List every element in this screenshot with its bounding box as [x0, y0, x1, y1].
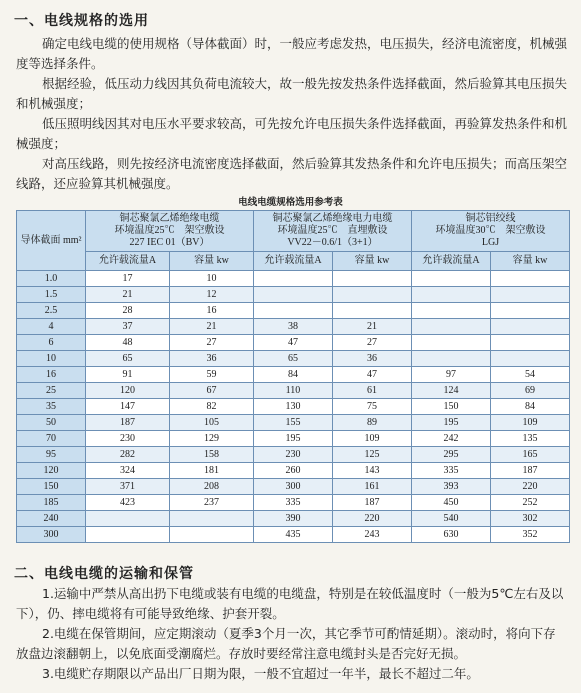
section1-paragraph-1: 确定电线电缆的使用规格（导体截面）时，一般应考虑发热，电压损失，经济电流密度，机械强度等选择条件。 — [16, 36, 568, 71]
table-row — [17, 399, 570, 415]
table-cell: 260 — [254, 463, 333, 479]
table-cell: 105 — [170, 415, 254, 431]
table-cell: 295 — [412, 447, 491, 463]
table-cell: 38 — [254, 319, 333, 335]
table-row — [17, 335, 570, 351]
table-cell: 21 — [86, 287, 170, 303]
table-cell — [254, 303, 333, 319]
table-cell: 243 — [333, 527, 412, 543]
cell-section: 300 — [17, 527, 86, 543]
table-cell: 208 — [170, 479, 254, 495]
table-row — [17, 415, 570, 431]
section2-heading: 二、电线电缆的运输和保管 — [14, 566, 194, 582]
table-row — [17, 287, 570, 303]
cell-section: 1.5 — [17, 287, 86, 303]
table-cell: 300 — [254, 479, 333, 495]
cell-section: 50 — [17, 415, 86, 431]
table-cell: 48 — [86, 335, 170, 351]
table-cell: 195 — [412, 415, 491, 431]
table-cell: 67 — [170, 383, 254, 399]
header-group-bv: 铜芯聚氯乙烯绝缘电缆 环境温度25℃ 架空敷设 227 IEC 01（BV） — [86, 211, 254, 252]
table-cell: 37 — [86, 319, 170, 335]
table-cell: 47 — [333, 367, 412, 383]
subheader-capacity: 容量 kw — [491, 252, 570, 271]
table-cell: 335 — [254, 495, 333, 511]
table-row — [17, 367, 570, 383]
table-row — [17, 319, 570, 335]
subheader-current: 允许载流量A — [412, 252, 491, 271]
table-cell: 242 — [412, 431, 491, 447]
table-cell: 75 — [333, 399, 412, 415]
table-row — [17, 495, 570, 511]
table-cell: 540 — [412, 511, 491, 527]
table-cell: 110 — [254, 383, 333, 399]
cell-section: 6 — [17, 335, 86, 351]
table-cell: 252 — [491, 495, 570, 511]
table-cell: 27 — [333, 335, 412, 351]
table-cell: 91 — [86, 367, 170, 383]
table-cell: 21 — [170, 319, 254, 335]
table-cell: 390 — [254, 511, 333, 527]
table-cell: 54 — [491, 367, 570, 383]
table-row — [17, 383, 570, 399]
table-cell: 630 — [412, 527, 491, 543]
table-cell — [491, 351, 570, 367]
section2-paragraph-2: 2.电缆在保管期间，应定期滚动（夏季3个月一次，其它季节可酌情延期）。滚动时，将向下存放盘边滚翻朝上，以免底面受潮腐烂。存放时要经常注意电缆封头是否完好无损。 — [16, 626, 556, 661]
table-cell: 89 — [333, 415, 412, 431]
table-cell: 84 — [491, 399, 570, 415]
cell-section: 120 — [17, 463, 86, 479]
table-cell: 21 — [333, 319, 412, 335]
cell-section: 35 — [17, 399, 86, 415]
table-cell: 371 — [86, 479, 170, 495]
table-cell: 155 — [254, 415, 333, 431]
table-cell: 135 — [491, 431, 570, 447]
table-cell: 230 — [254, 447, 333, 463]
cell-section: 16 — [17, 367, 86, 383]
table-cell: 143 — [333, 463, 412, 479]
table-cell: 220 — [333, 511, 412, 527]
table-cell: 97 — [412, 367, 491, 383]
table-cell: 450 — [412, 495, 491, 511]
table-row — [17, 463, 570, 479]
table-cell: 237 — [170, 495, 254, 511]
header-group-vv22: 铜芯聚氯乙烯绝缘电力电缆 环境温度25℃ 直埋敷设 VV22－0.6/1（3+1） — [254, 211, 412, 252]
table-cell: 36 — [170, 351, 254, 367]
cell-section: 1.0 — [17, 271, 86, 287]
table-row — [17, 431, 570, 447]
section2-paragraph-1: 1.运输中严禁从高出扔下电缆或装有电缆的电缆盘，特别是在较低温度时（一般为5℃左右及以下），仍、摔电缆将有可能导致绝缘、护套开裂。 — [16, 586, 564, 621]
table-cell — [491, 303, 570, 319]
cell-section: 25 — [17, 383, 86, 399]
table-cell — [412, 319, 491, 335]
table-cell — [333, 303, 412, 319]
table-title: 电线电缆规格选用参考表 — [238, 197, 343, 208]
table-cell: 150 — [412, 399, 491, 415]
table-cell: 28 — [86, 303, 170, 319]
table-cell: 435 — [254, 527, 333, 543]
table-cell — [170, 527, 254, 543]
table-cell: 10 — [170, 271, 254, 287]
table-cell: 27 — [170, 335, 254, 351]
table-cell: 161 — [333, 479, 412, 495]
table-cell: 124 — [412, 383, 491, 399]
table-cell: 125 — [333, 447, 412, 463]
table-cell: 65 — [254, 351, 333, 367]
table-row — [17, 511, 570, 527]
table-cell — [491, 319, 570, 335]
cell-section: 95 — [17, 447, 86, 463]
section2-paragraph-3: 3.电缆贮存期限以产品出厂日期为限，一般不宜超过一年半，最长不超过二年。 — [42, 666, 479, 681]
table-cell — [86, 527, 170, 543]
table-cell: 423 — [86, 495, 170, 511]
table-cell — [86, 511, 170, 527]
table-cell: 302 — [491, 511, 570, 527]
cell-section: 185 — [17, 495, 86, 511]
cell-section: 70 — [17, 431, 86, 447]
table-cell: 195 — [254, 431, 333, 447]
table-cell: 393 — [412, 479, 491, 495]
cell-section: 150 — [17, 479, 86, 495]
table-cell — [333, 271, 412, 287]
table-cell: 61 — [333, 383, 412, 399]
table-cell — [412, 335, 491, 351]
table-row — [17, 271, 570, 287]
table-row — [17, 303, 570, 319]
cell-section: 2.5 — [17, 303, 86, 319]
table-cell: 324 — [86, 463, 170, 479]
table-row — [17, 351, 570, 367]
subheader-capacity: 容量 kw — [333, 252, 412, 271]
cable-spec-table — [16, 210, 570, 543]
table-cell: 16 — [170, 303, 254, 319]
table-cell: 47 — [254, 335, 333, 351]
table-cell: 282 — [86, 447, 170, 463]
table-cell: 17 — [86, 271, 170, 287]
section1-paragraph-3: 低压照明线因其对电压水平要求较高，可先按允许电压损失条件选择截面，再验算发热条件和机械强度； — [16, 116, 568, 151]
table-cell — [412, 303, 491, 319]
table-cell: 69 — [491, 383, 570, 399]
table-cell: 335 — [412, 463, 491, 479]
table-cell: 84 — [254, 367, 333, 383]
table-cell — [412, 287, 491, 303]
header-group-lgj: 铜芯铝绞线 环境温度30℃ 架空敷设 LGJ — [412, 211, 570, 252]
table-cell: 120 — [86, 383, 170, 399]
table-cell — [491, 287, 570, 303]
table-cell: 352 — [491, 527, 570, 543]
cell-section: 240 — [17, 511, 86, 527]
section1-paragraph-4: 对高压线路，则先按经济电流密度选择截面，然后验算其发热条件和允许电压损失；而高压架空线路，还应验算其机械强度。 — [16, 156, 568, 191]
table-cell: 187 — [491, 463, 570, 479]
table-cell: 109 — [491, 415, 570, 431]
table-cell: 130 — [254, 399, 333, 415]
table-cell: 82 — [170, 399, 254, 415]
table-cell: 187 — [86, 415, 170, 431]
table-cell — [254, 287, 333, 303]
section1-heading: 一、电线规格的选用 — [14, 13, 149, 29]
table-cell — [491, 335, 570, 351]
subheader-current: 允许载流量A — [86, 252, 170, 271]
table-cell: 187 — [333, 495, 412, 511]
cell-section: 10 — [17, 351, 86, 367]
table-cell: 165 — [491, 447, 570, 463]
table-cell: 36 — [333, 351, 412, 367]
table-cell: 109 — [333, 431, 412, 447]
table-cell — [412, 351, 491, 367]
table-cell — [254, 271, 333, 287]
table-cell — [333, 287, 412, 303]
table-row — [17, 527, 570, 543]
subheader-capacity: 容量 kw — [170, 252, 254, 271]
table-cell — [412, 271, 491, 287]
table-row — [17, 447, 570, 463]
subheader-current: 允许载流量A — [254, 252, 333, 271]
table-cell — [170, 511, 254, 527]
table-cell — [491, 271, 570, 287]
table-cell: 230 — [86, 431, 170, 447]
table-cell: 220 — [491, 479, 570, 495]
table-cell: 65 — [86, 351, 170, 367]
table-cell: 147 — [86, 399, 170, 415]
table-cell: 129 — [170, 431, 254, 447]
table-cell: 59 — [170, 367, 254, 383]
table-cell: 181 — [170, 463, 254, 479]
table-cell: 158 — [170, 447, 254, 463]
section1-paragraph-2: 根据经验，低压动力线因其负荷电流较大，故一般先按发热条件选择截面，然后验算其电压损失和机械强度； — [16, 76, 568, 111]
cell-section: 4 — [17, 319, 86, 335]
table-cell: 12 — [170, 287, 254, 303]
table-row — [17, 479, 570, 495]
header-conductor-section: 导体截面 mm² — [17, 211, 86, 271]
